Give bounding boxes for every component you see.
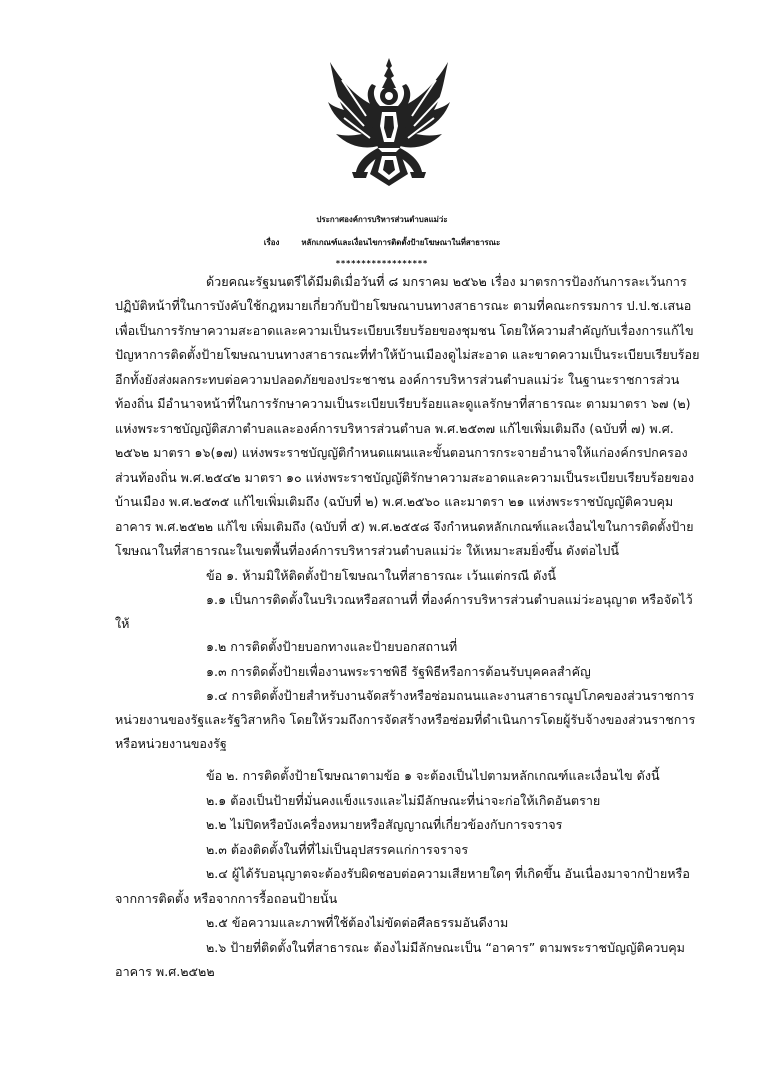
garuda-emblem-icon — [322, 56, 456, 196]
clause-item: ๑.๓ การติดตั้งป้ายเพื่องานพระราชพิธี รัฐพิธีหรือการต้อนรับบุคคลสำคัญ — [206, 664, 591, 679]
announcement-title: ประกาศองค์การบริหารส่วนตำบลแม่ว่ะ — [316, 215, 448, 224]
body-line: ปัญหาการติดตั้งป้ายโฆษณาบนทางสาธารณะที่ทำให้บ้านเมืองดูไม่สะอาด และขาดความเป็นระเบียบเรียบร้อย — [115, 347, 700, 362]
body-line: ส่วนท้องถิ่น พ.ศ.๒๕๔๒ มาตรา ๑๐ แห่งพระราชบัญญัติรักษาความสะอาดและความเป็นระเบียบเรียบร้อยของ — [115, 470, 695, 485]
body-line: บ้านเมือง พ.ศ.๒๕๓๕ แก้ไขเพิ่มเติมถึง (ฉบับที่ ๒) พ.ศ.๒๕๖๐ และมาตรา ๒๑ แห่งพระราชบัญญัติควบคุม — [115, 494, 674, 509]
clause-item: ๑.๒ การติดตั้งป้ายบอกทางและป้ายบอกสถานที่ — [206, 639, 458, 654]
title-separator: ****************** — [335, 259, 429, 268]
body-line: ๒๕๖๒ มาตรา ๑๖(๑๗) แห่งพระราชบัญญัติกำหนดแผนและขั้นตอนการกระจายอำนาจให้แก่องค์กรปกครอง — [115, 445, 688, 460]
body-line: ด้วยคณะรัฐมนตรีได้มีมติเมื่อวันที่ ๘ มกราคม ๒๕๖๒ เรื่อง มาตรการป้องกันการละเว้นการ — [206, 274, 687, 289]
clause-item: ๑.๔ การติดตั้งป้ายสำหรับงานจัดสร้างหรือซ่อมถนนและงานสาธารณูปโภคของส่วนราชการ — [206, 688, 695, 703]
announcement-subject — [0, 233, 764, 253]
body-line: หน่วยงานของรัฐและรัฐวิสาหกิจ โดยให้รวมถึงการจัดสร้างหรือซ่อมที่ดำเนินการโดยผู้รับจ้างของส่วนราชการ — [115, 712, 696, 727]
clause-item: ๑.๑ เป็นการติดตั้งในบริเวณหรือสถานที่ ที่องค์การบริหารส่วนตำบลแม่ว่ะอนุญาต หรือจัดไว้ — [206, 592, 693, 607]
clause-item: ๒.๔ ผู้ได้รับอนุญาตจะต้องรับผิดชอบต่อความเสียหายใดๆ ที่เกิดขึ้น อันเนื่องมาจากป้ายหรือ — [206, 866, 690, 881]
subject-label: เรื่อง — [263, 238, 280, 247]
body-line: อาคาร พ.ศ.๒๕๒๒ แก้ไข เพิ่มเติมถึง (ฉบับที่ ๕) พ.ศ.๒๕๕๘ จึงกำหนดหลักเกณฑ์และเงื่อนไขในการติดตั้งป้าย — [115, 519, 694, 534]
body-line: ให้ — [115, 616, 130, 631]
body-line: หรือหน่วยงานของรัฐ — [115, 736, 227, 751]
subject-text: หลักเกณฑ์และเงื่อนไขการติดตั้งป้ายโฆษณาในที่สาธารณะ — [301, 238, 501, 247]
body-line: โฆษณาในที่สาธารณะในเขตพื้นที่องค์การบริหารส่วนตำบลแม่ว่ะ ให้เหมาะสมยิ่งขึ้น ดังต่อไปนี้ — [115, 543, 620, 558]
clause-item: ๒.๒ ไม่ปิดหรือบังเครื่องหมายหรือสัญญาณที่เกี่ยวข้องกับการจราจร — [206, 817, 563, 832]
body-line: อาคาร พ.ศ.๒๕๒๒ — [115, 964, 215, 979]
body-line: ปฏิบัติหน้าที่ในการบังคับใช้กฎหมายเกี่ยวกับป้ายโฆษณาบนทางสาธารณะ ตามที่คณะกรรมการ ป.ป.ช.เสนอ — [115, 298, 692, 313]
clause-item: ๒.๕ ข้อความและภาพที่ใช้ต้องไม่ขัดต่อศีลธรรมอันดีงาม — [206, 915, 509, 930]
clause-item: ๒.๖ ป้ายที่ติดตั้งในที่สาธารณะ ต้องไม่มีลักษณะเป็น “อาคาร” ตามพระราชบัญญัติควบคุม — [206, 940, 685, 955]
body-line: เพื่อเป็นการรักษาความสะอาดและความเป็นระเบียบเรียบร้อยของชุมชน โดยให้ความสำคัญกับเรื่องการแก้ไข — [115, 323, 694, 338]
clause-item: ๒.๓ ต้องติดตั้งในที่ที่ไม่เป็นอุปสรรคแก่การจราจร — [206, 842, 469, 857]
body-line: จากการติดตั้ง หรือจากการรื้อถอนป้ายนั้น — [115, 891, 338, 906]
clause-heading: ข้อ ๑. ห้ามมิให้ติดตั้งป้ายโฆษณาในที่สาธารณะ เว้นแต่กรณี ดังนี้ — [206, 568, 556, 583]
clause-item: ๒.๑ ต้องเป็นป้ายที่มั่นคงแข็งแรงและไม่มีลักษณะที่น่าจะก่อให้เกิดอันตราย — [206, 793, 601, 808]
body-line: ท้องถิ่น มีอำนาจหน้าที่ในการรักษาความเป็นระเบียบเรียบร้อยและดูแลรักษาที่สาธารณะ ตามมาตรา ๖๗ (๒) — [115, 396, 691, 411]
clause-heading: ข้อ ๒. การติดตั้งป้ายโฆษณาตามข้อ ๑ จะต้องเป็นไปตามหลักเกณฑ์และเงื่อนไข ดังนี้ — [206, 768, 660, 783]
body-line: อีกทั้งยังส่งผลกระทบต่อความปลอดภัยของประชาชน องค์การบริหารส่วนตำบลแม่ว่ะ ในฐานะราชการส่วน — [115, 372, 680, 387]
body-line: แห่งพระราชบัญญัติสภาตำบลและองค์การบริหารส่วนตำบล พ.ศ.๒๕๓๗ แก้ไขเพิ่มเติมถึง (ฉบับที่ ๗) พ.ศ. — [115, 421, 674, 436]
